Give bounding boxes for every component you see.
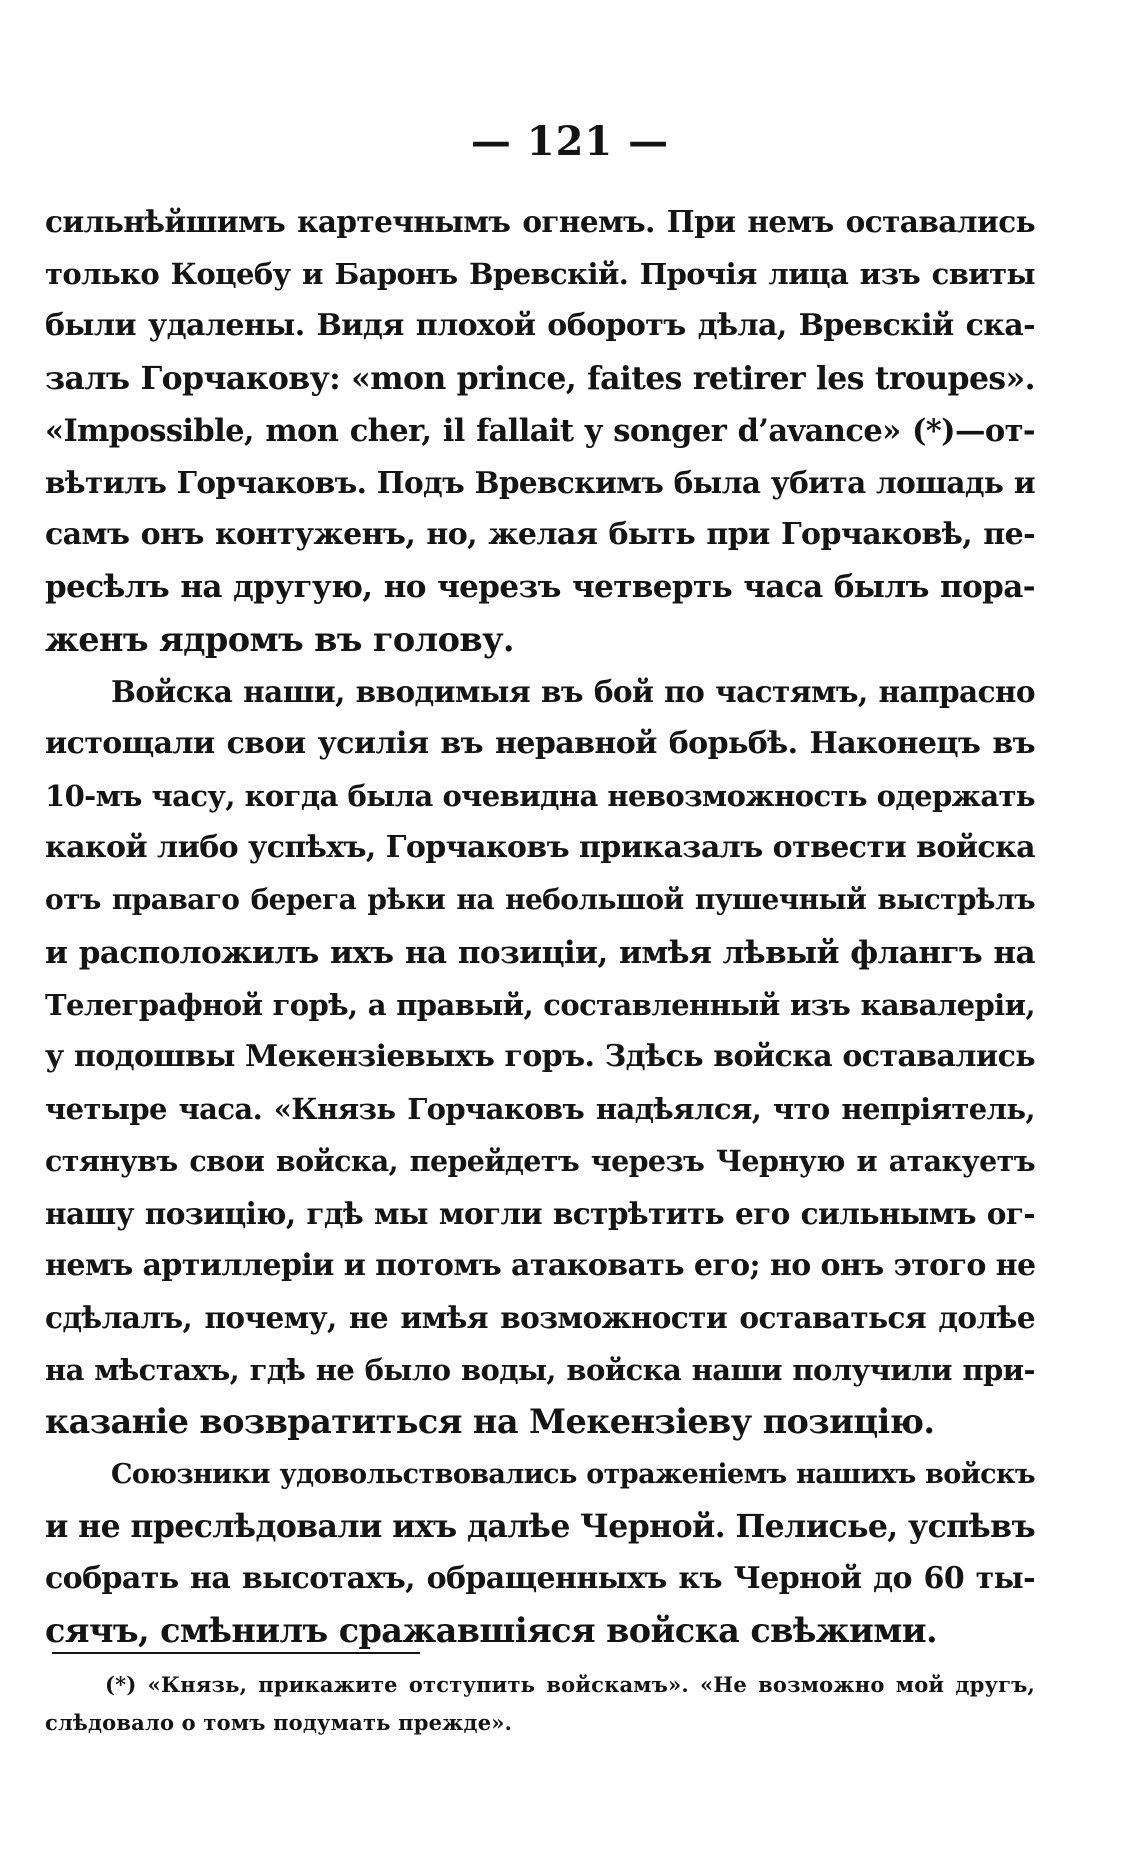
footnote [45,1666,1035,1742]
paragraph-first-line: Союзники удовольствовались отраженіемъ нашихъ войскъ [111,1458,1035,1490]
text-line: и расположилъ ихъ на позиціи, имѣя лѣвый флангъ на [45,934,1035,971]
text-line: немъ артиллеріи и потомъ атаковать его; но онъ этого не [45,1247,1036,1283]
text-line: собрать на высотахъ, обращенныхъ къ Черной до 60 ты- [45,1560,1035,1596]
text-line: вѣтилъ Горчаковъ. Подъ Вревскимъ была убита лошадь и [45,464,1035,500]
text-line: залъ Горчакову: «mon prince, faites retirer les troupes». [45,359,1035,397]
text-line: и не преслѣдовали ихъ далѣе Черной. Пелисье, успѣвъ [45,1507,1036,1545]
paragraph-first-line: Войска наши, вводимыя въ бой по частямъ, напрасно [111,673,1035,709]
text-line: истощали свои усилія въ неравной борьбѣ. Наконецъ въ [45,725,1035,761]
text-line: самъ онъ контуженъ, но, желая быть при Горчаковѣ, пе- [45,517,1035,553]
text-line: ресѣлъ на другую, но черезъ четверть часа былъ пора- [45,569,1035,606]
text-line: какой либо успѣхъ, Горчаковъ приказалъ отвести войска [45,830,1035,866]
text-line: казаніе возвратиться на Мекензіеву позицію. [45,1402,935,1442]
footnote-line: слѣдовало о томъ подумать прежде». [45,1710,513,1735]
text-line: «Impossible, mon cher, il fallait y songer d’avance» (*)—от- [45,412,1035,449]
footnote-separator [52,1652,420,1654]
text-line: 10-мъ часу, когда была очевидна невозможность одержать [45,779,1035,814]
body-text [45,196,1035,1657]
text-line: сячъ, смѣнилъ сражавшіяся войска свѣжими. [45,1611,938,1651]
text-line: на мѣстахъ, гдѣ не было воды, войска наши получили при- [45,1353,1035,1388]
text-line: отъ праваго берега рѣки на небольшой пушечный выстрѣлъ [45,883,1035,917]
footnote-line: (*) «Князь, прикажите отступить войскамъ». «Не возможно мой другъ, [105,1672,1035,1697]
text-line: Телеграфной горѣ, а правый, составленный изъ кавалеріи, [45,987,1035,1022]
text-line: были удалены. Видя плохой оборотъ дѣла, Вревскій ска- [45,308,1035,344]
text-line: женъ ядромъ въ голову. [45,619,514,659]
text-line: нашу позицію, гдѣ мы могли встрѣтить его сильнымъ ог- [45,1195,1035,1231]
page-number: — 121 — [470,118,670,165]
text-line: только Коцебу и Баронъ Вревскій. Прочія лица изъ свиты [45,257,1035,292]
text-line: сильнѣйшимъ картечнымъ огнемъ. При немъ оставались [45,204,1035,239]
text-line: стянувъ свои войска, перейдетъ черезъ Черную и атакуетъ [45,1144,1035,1179]
text-line: сдѣлалъ, почему, не имѣя возможности оставаться долѣе [45,1299,1035,1335]
text-line: у подошвы Мекензіевыхъ горъ. Здѣсь войска оставались [45,1039,1035,1074]
text-line: четыре часа. «Князь Горчаковъ надѣялся, что непріятель, [45,1092,1035,1127]
